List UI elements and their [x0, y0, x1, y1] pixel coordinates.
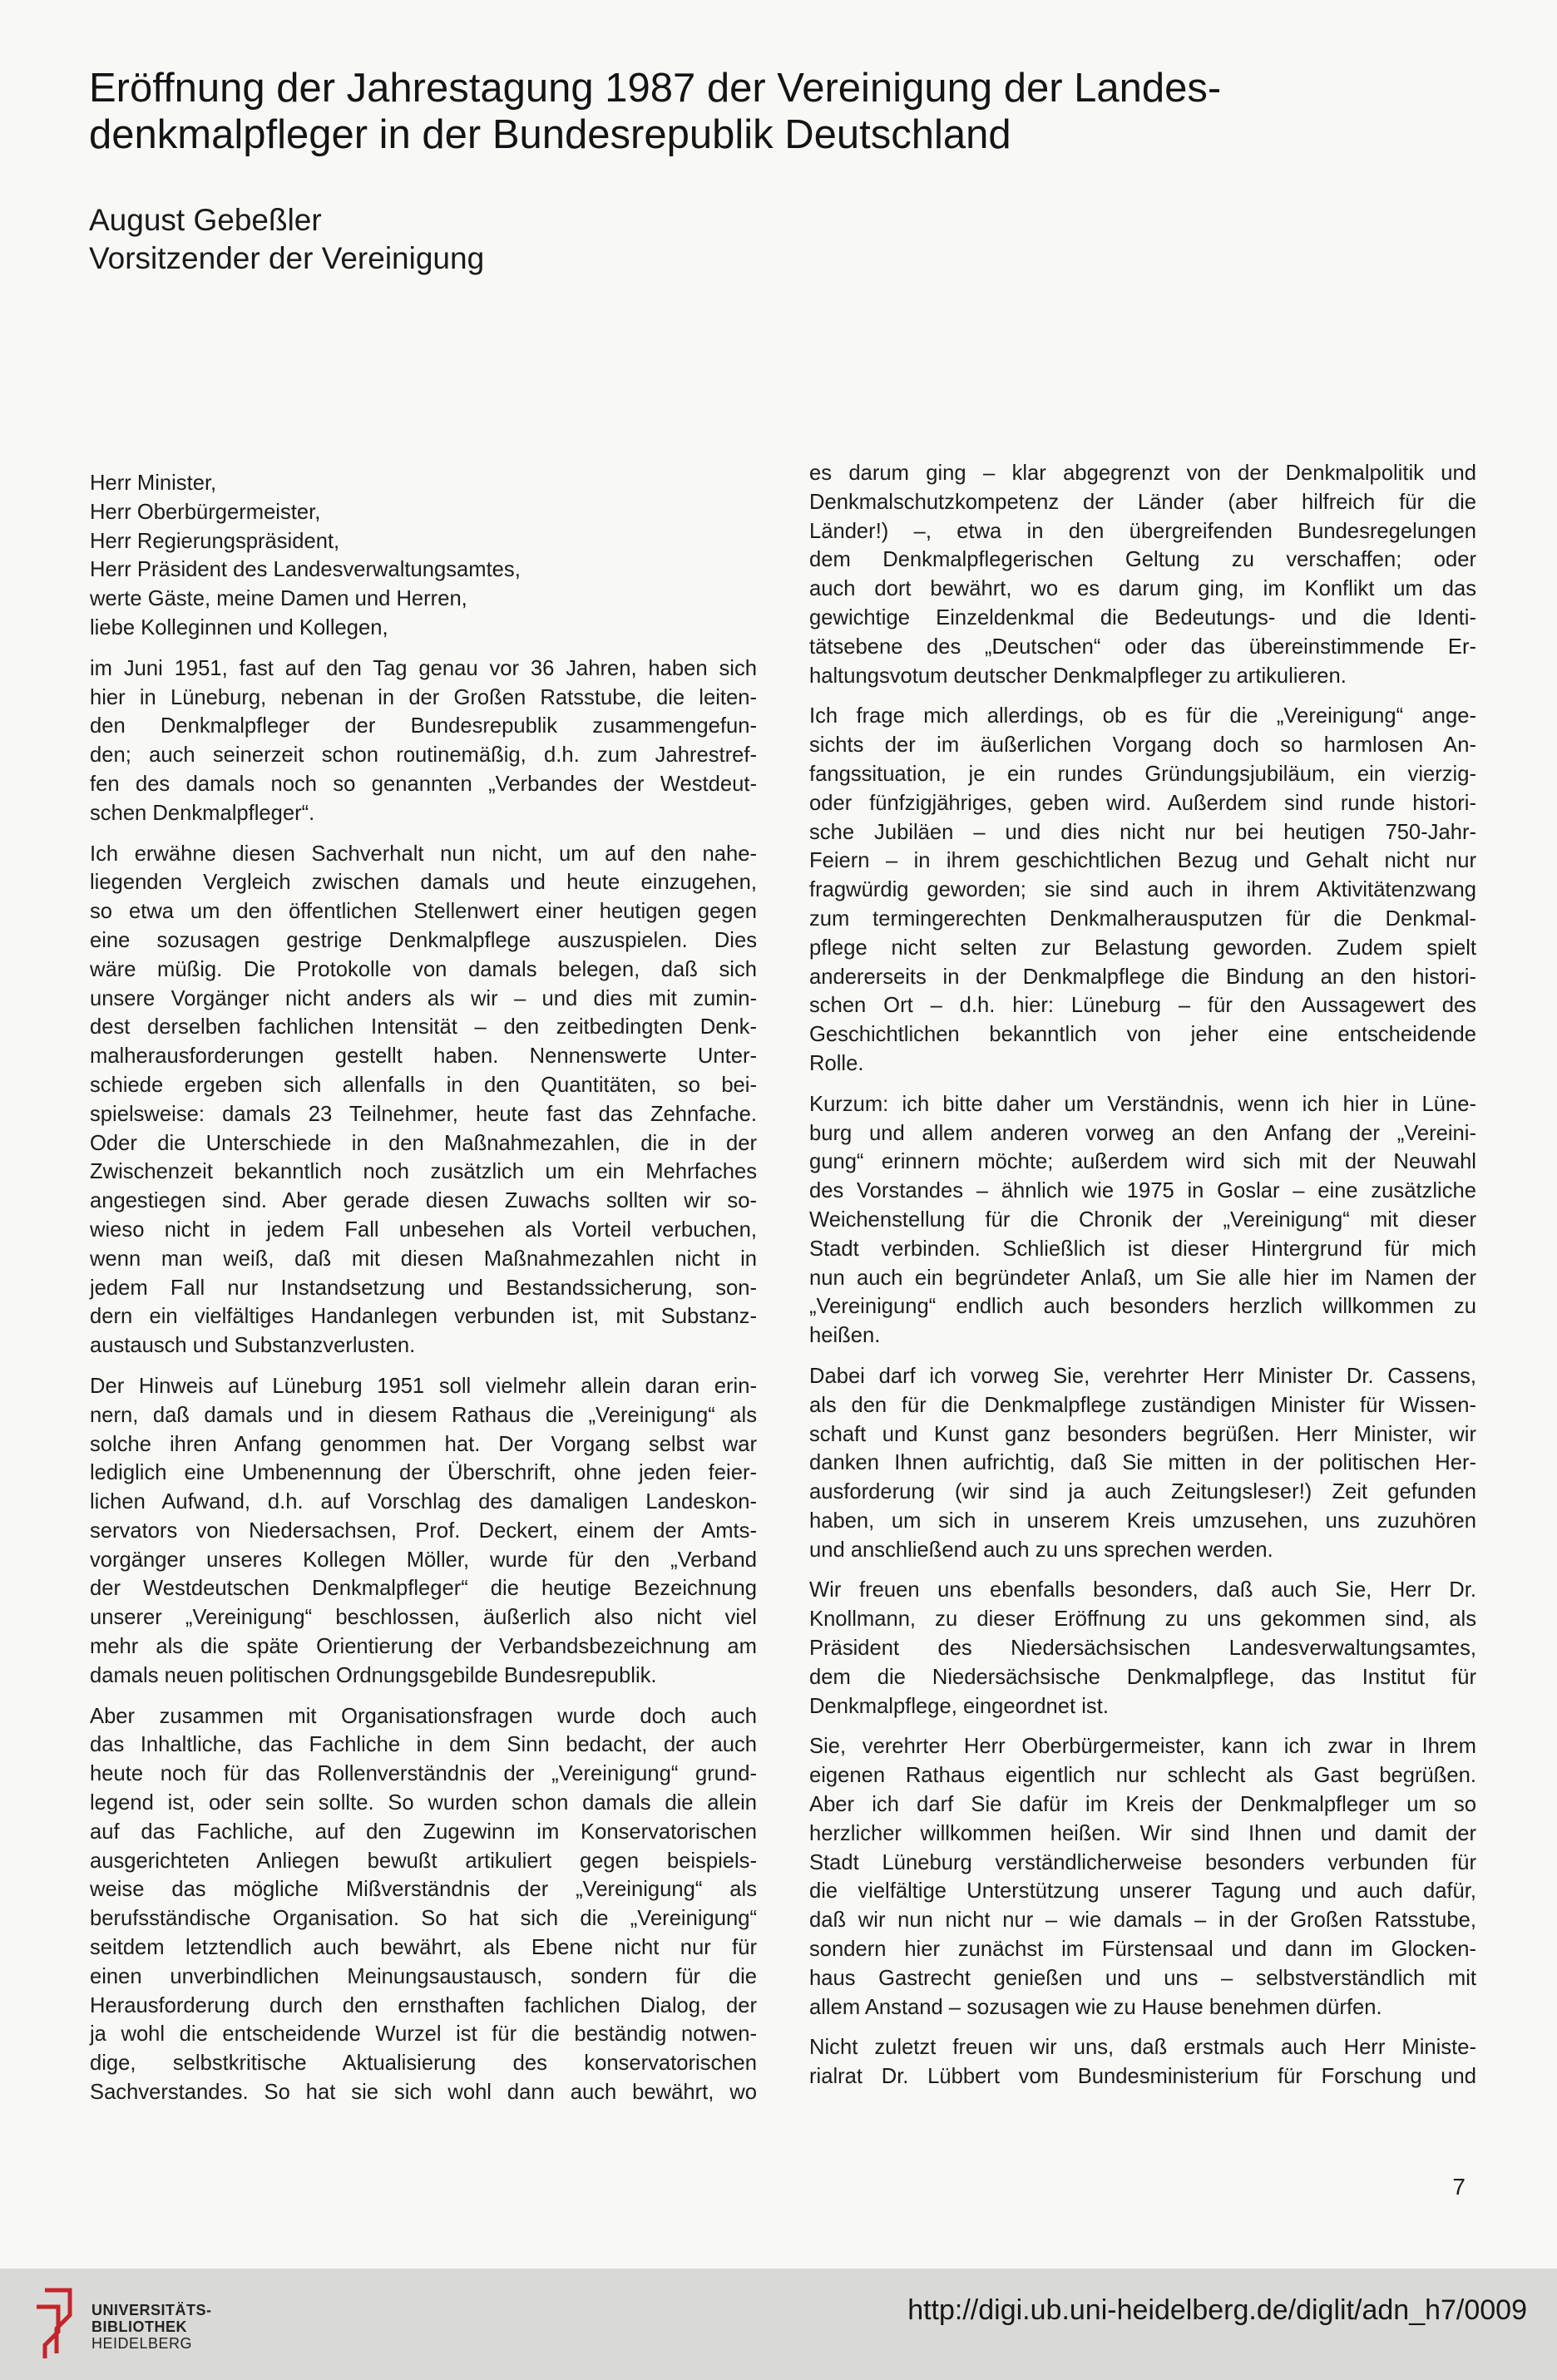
text-line: ausgerichteten Anliegen bewußt artikuliert gegen beispiels- — [90, 1849, 757, 1873]
text-line: gung“ erinnern möchte; außerdem wird sich mit der Neuwahl — [809, 1150, 1476, 1174]
text-line: malherausforderungen gestellt haben. Nennenswerte Unter- — [90, 1044, 757, 1069]
text-line: nun auch ein begründeter Anlaß, um Sie alle hier im Namen der — [809, 1266, 1476, 1290]
text-line: als den für die Denkmalpflege zuständigen Minister für Wissen- — [809, 1393, 1476, 1417]
text-line: wieso nicht in jedem Fall unbesehen als Vorteil verbuchen, — [90, 1217, 757, 1242]
text-line: es darum ging – klar abgegrenzt von der Denkmalpolitik und — [809, 462, 1476, 485]
text-line: so etwa um den öffentlichen Stellenwert einer heutigen gegen — [90, 900, 757, 924]
text-line: Dabei darf ich vorweg Sie, verehrter Herr Minister Dr. Cassens, — [809, 1364, 1476, 1388]
text-line: lichen Aufwand, d.h. auf Vorschlag des damaligen Landeskon- — [90, 1490, 757, 1514]
text-line: herzlicher willkommen heißen. Wir sind Ihnen und damit der — [809, 1821, 1476, 1845]
text-line: unsere Vorgänger nicht anders als wir – und dies mit zumin- — [90, 986, 757, 1010]
page-number: 7 — [1452, 2174, 1466, 2200]
text-line: haus Gastrecht genießen und uns – selbstverständlich mit — [809, 1966, 1476, 1990]
text-line: haben, um sich in unserem Kreis umzusehen, uns zuzuhören — [809, 1508, 1476, 1533]
text-line: schen Ort – d.h. hier: Lüneburg – für den Aussagewert des — [809, 994, 1476, 1018]
text-line: lediglich eine Umbenennung der Überschrift, ohne jeden feier- — [90, 1461, 757, 1485]
text-line: berufsständische Organisation. So hat sich die „Vereinigung“ — [90, 1907, 757, 1931]
text-line: Der Hinweis auf Lüneburg 1951 soll vielmehr allein daran erin- — [90, 1374, 757, 1398]
library-name-line: HEIDELBERG — [91, 2335, 193, 2352]
text-line: eigenen Rathaus eigentlich nur schlecht als Gast begrüßen. — [809, 1764, 1476, 1788]
text-line: heißen. — [809, 1324, 881, 1348]
text-line: andererseits in der Denkmalpflege die Bindung an den histori- — [809, 965, 1476, 989]
paragraph — [809, 2033, 1476, 2091]
text-line: Denkmalpflege, eingeordnet ist. — [809, 1694, 1109, 1718]
paragraph — [90, 1702, 757, 2107]
text-line: schiede ergeben sich allenfalls in den Quantitäten, so bei- — [90, 1073, 757, 1097]
text-line: Aber ich darf Sie dafür im Kreis der Denkmalpfleger um so — [809, 1793, 1476, 1817]
text-line: haltungsvotum deutscher Denkmalpfleger zu artikulieren. — [809, 664, 1347, 688]
text-line: mehr als die späte Orientierung der Verbandsbezeichnung am — [90, 1635, 757, 1659]
text-line: sondern hier zunächst im Fürstensaal und dann im Glocken- — [809, 1938, 1476, 1962]
text-line: tätsebene des „Deutschen“ oder das übereinstimmende Er- — [809, 635, 1476, 659]
text-line: das Inhaltliche, das Fachliche in dem Sinn bedacht, der auch — [90, 1733, 757, 1757]
text-line: die vielfältige Unterstützung unserer Tagung und auch dafür, — [809, 1879, 1476, 1904]
text-line: Herausforderung durch den ernsthaften fachlichen Dialog, der — [90, 1993, 757, 2017]
paragraph — [90, 840, 757, 1360]
text-line: Sachverstandes. So hat sie sich wohl dann auch bewährt, wo — [90, 2081, 757, 2105]
paragraph — [90, 654, 757, 828]
text-line: Sie, verehrter Herr Oberbürgermeister, kann ich zwar in Ihrem — [809, 1735, 1476, 1759]
text-line: Kurzum: ich bitte daher um Verständnis, wenn ich hier in Lüne- — [809, 1092, 1476, 1116]
text-line: fragwürdig geworden; sie sind auch in ihrem Aktivitätenzwang — [809, 878, 1476, 902]
text-line: dern ein vielfältiges Handanlegen verbunden ist, mit Substanz- — [90, 1305, 757, 1329]
text-line: Präsident des Niedersächsischen Landesverwaltungsamtes, — [809, 1637, 1476, 1661]
text-line: wäre müßig. Die Protokolle von damals belegen, daß sich — [90, 957, 757, 981]
text-line: daß wir nun nicht nur – wie damals – in der Großen Ratsstube, — [809, 1908, 1476, 1933]
text-line: jedem Fall nur Instandsetzung und Bestandssicherung, son- — [90, 1276, 757, 1300]
text-line: Stadt Lüneburg verständlicherweise besonders verbunden für — [809, 1850, 1476, 1874]
text-line: dest derselben fachlichen Intensität – den zeitbedingten Denk- — [90, 1015, 757, 1039]
text-line: dige, selbstkritische Aktualisierung des konservatorischen — [90, 2052, 757, 2076]
text-line: auf das Fachliche, auf den Zugewinn im Konservatorischen — [90, 1820, 757, 1844]
text-line: angestiegen sind. Aber gerade diesen Zuwachs sollten wir so- — [90, 1189, 757, 1213]
text-line: des Vorstandes – ähnlich wie 1975 in Goslar – eine zusätzliche — [809, 1179, 1476, 1203]
text-line: zum termingerechten Denkmalherausputzen für die Denkmal- — [809, 906, 1476, 931]
text-line: Feiern – in ihrem geschichtlichen Bezug und Gehalt nicht nur — [809, 849, 1476, 873]
text-line: allem Anstand – sozusagen wie zu Hause benehmen dürfen. — [809, 1995, 1382, 2019]
text-line: ausforderung (wir sind ja auch Zeitungsleser!) Zeit gefunden — [809, 1480, 1476, 1504]
text-line: Geschichtlichen bekanntlich von jeher eine entscheidende — [809, 1023, 1476, 1047]
text-line: Knollmann, zu dieser Eröffnung zu uns gekommen sind, als — [809, 1607, 1476, 1632]
author-role: Vorsitzender der Vereinigung — [89, 241, 485, 275]
article-title — [89, 65, 1337, 158]
library-name — [91, 2302, 212, 2352]
text-line: servators von Niedersachsen, Prof. Deckert, einem der Amts- — [90, 1518, 757, 1543]
text-line: nern, daß damals und in diesem Rathaus die „Vereinigung“ als — [90, 1403, 757, 1427]
source-url-link[interactable]: http://digi.ub.uni-heidelberg.de/diglit/adn_h7/0009 — [907, 2294, 1527, 2326]
text-line: gewichtige Einzeldenkmal die Bedeutungs- und die Identi- — [809, 605, 1476, 630]
text-line: burg und allem anderen vorweg an den Anfang der „Vereini- — [809, 1121, 1476, 1145]
text-line: Wir freuen uns ebenfalls besonders, daß auch Sie, Herr Dr. — [809, 1578, 1476, 1602]
text-line: Rolle. — [809, 1051, 864, 1075]
text-line: solche ihren Anfang genommen hat. Der Vorgang selbst war — [90, 1432, 757, 1456]
left-text-column — [90, 469, 757, 2119]
paragraph — [809, 1576, 1476, 1721]
text-line: spielsweise: damals 23 Teilnehmer, heute fast das Zehnfache. — [90, 1102, 757, 1126]
text-line: dem die Niedersächsische Denkmalpflege, das Institut für — [809, 1665, 1476, 1689]
text-line: werte Gäste, meine Damen und Herren, — [90, 587, 467, 611]
paragraph — [90, 1372, 757, 1691]
text-line: ja wohl die entscheidende Wurzel ist für die beständig notwen- — [90, 2022, 757, 2047]
text-line: hier in Lüneburg, nebenan in der Großen Ratsstube, die leiten- — [90, 685, 757, 709]
text-line: Herr Regierungspräsident, — [90, 529, 340, 553]
text-line: sche Jubiläen – und dies nicht nur bei heutigen 750-Jahr- — [809, 820, 1476, 844]
text-line: Ich erwähne diesen Sachverhalt nun nicht, um auf den nahe- — [90, 842, 757, 866]
text-line: oder fünfzigjähriges, geben wird. Außerdem sind runde histori- — [809, 791, 1476, 815]
paragraph — [809, 1732, 1476, 2022]
text-line: damals neuen politischen Ordnungsgebilde Bundesrepublik. — [90, 1663, 657, 1687]
text-line: Herr Präsident des Landesverwaltungsamtes, — [90, 558, 521, 582]
text-line: pflege nicht selten zur Belastung geworden. Zudem spielt — [809, 936, 1476, 960]
text-line: Herr Oberbürgermeister, — [90, 500, 321, 524]
text-line: Herr Minister, — [90, 472, 217, 495]
library-footer — [0, 2269, 1557, 2380]
paragraph — [809, 1090, 1476, 1350]
text-line: wenn man weiß, daß mit diesen Maßnahmezahlen nicht in — [90, 1247, 757, 1271]
text-line: Stadt verbinden. Schließlich ist dieser Hintergrund für mich — [809, 1237, 1476, 1261]
text-line: Denkmalschutzkompetenz der Länder (aber hilfreich für die — [809, 490, 1476, 514]
text-line: der Westdeutschen Denkmalpfleger“ die heutige Bezeichnung — [90, 1577, 757, 1601]
text-line: rialrat Dr. Lübbert vom Bundesministerium für Forschung und — [809, 2065, 1476, 2089]
text-line: liebe Kolleginnen und Kollegen, — [90, 615, 388, 639]
text-line: fen des damals noch so genannten „Verbandes der Westdeut- — [90, 772, 757, 796]
text-line: den; auch seinerzeit schon routinemäßig, d.h. zum Jahrestref- — [90, 743, 757, 768]
text-line: legend ist, oder sein sollte. So wurden schon damals die allein — [90, 1791, 757, 1815]
author-name: August Gebeßler — [89, 203, 322, 237]
text-line: schaft und Kunst ganz besonders begrüßen. Herr Minister, wir — [809, 1422, 1476, 1446]
text-line: den Denkmalpfleger der Bundesrepublik zusammengefun- — [90, 714, 757, 738]
text-line: Ich frage mich allerdings, ob es für die „Vereinigung“ ange- — [809, 704, 1476, 728]
article-title-line: denkmalpfleger in der Bundesrepublik Deutschland — [89, 112, 1011, 157]
text-line: Nicht zuletzt freuen wir uns, daß erstmals auch Herr Ministe- — [809, 2036, 1476, 2060]
text-line: Länder!) –, etwa in den übergreifenden Bundesregelungen — [809, 519, 1476, 543]
text-line: Oder die Unterschiede in den Maßnahmezahlen, die in der — [90, 1131, 757, 1155]
library-name-line: BIBLIOTHEK — [91, 2318, 187, 2335]
article-title-line: Eröffnung der Jahrestagung 1987 der Vereinigung der Landes- — [89, 66, 1222, 111]
text-line: seitdem letztendlich auch bewährt, als Ebene nicht nur für — [90, 1936, 757, 1960]
text-line: unserer „Vereinigung“ beschlossen, äußerlich also nicht viel — [90, 1606, 757, 1630]
text-line: Zwischenzeit bekanntlich noch zusätzlich um ein Mehrfaches — [90, 1160, 757, 1184]
text-line: danken Ihnen aufrichtig, daß Sie mitten in der politischen Her- — [809, 1451, 1476, 1475]
text-line: im Juni 1951, fast auf den Tag genau vor 36 Jahren, haben sich — [90, 656, 757, 680]
library-name-line: UNIVERSITÄTS- — [91, 2302, 212, 2318]
text-line: „Vereinigung“ endlich auch besonders herzlich willkommen zu — [809, 1295, 1476, 1319]
right-text-column — [809, 459, 1476, 2103]
author-block — [89, 201, 921, 278]
paragraph — [809, 1362, 1476, 1565]
text-line: dem Denkmalpflegerischen Geltung zu verschaffen; oder — [809, 548, 1476, 572]
text-line: eine sozusagen gestrige Denkmalpflege auszuspielen. Dies — [90, 928, 757, 952]
text-line: einen unverbindlichen Meinungsaustausch, sondern für die — [90, 1964, 757, 1988]
paragraph — [809, 702, 1476, 1078]
text-line: Aber zusammen mit Organisationsfragen wurde doch auch — [90, 1704, 757, 1728]
text-line: auch dort bewährt, wo es darum ging, im Konflikt um das — [809, 577, 1476, 601]
text-line: vorgänger unseres Kollegen Möller, wurde für den „Verband — [90, 1548, 757, 1572]
text-line: schen Denkmalpfleger“. — [90, 801, 315, 825]
text-line: fangssituation, je ein rundes Gründungsjubiläum, ein vierzig- — [809, 762, 1476, 786]
ub-heidelberg-logo-icon — [33, 2282, 80, 2362]
text-line: und anschließend auch zu uns sprechen werden. — [809, 1538, 1273, 1562]
paragraph — [90, 469, 757, 643]
text-line: liegenden Vergleich zwischen damals und heute einzugehen, — [90, 871, 757, 895]
text-line: sichts der im äußerlichen Vorgang doch so harmlosen An- — [809, 733, 1476, 758]
text-line: Weichenstellung für die Chronik der „Vereinigung“ mit dieser — [809, 1207, 1476, 1232]
paragraph — [809, 459, 1476, 690]
text-line: weise das mögliche Mißverständnis der „Vereinigung“ als — [90, 1878, 757, 1902]
text-line: heute noch für das Rollenverständnis der „Vereinigung“ grund- — [90, 1762, 757, 1786]
text-line: austausch und Substanzverlusten. — [90, 1334, 416, 1358]
